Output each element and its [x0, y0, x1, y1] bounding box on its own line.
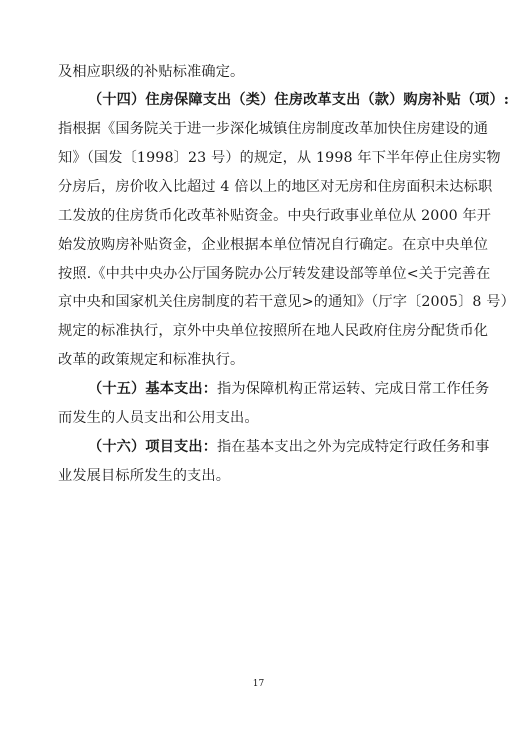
item-14-heading: （十四）住房保障支出（类）住房改革支出（款）购房补贴（项）: — [88, 92, 510, 108]
item-14-line-7: 京中央和国家机关住房制度的若干意见>的通知》（厅字〔2005〕8 号） — [58, 294, 515, 310]
item-16-first-line-text: 指在基本支出之外为完成特定行政任务和事 — [217, 439, 490, 455]
item-14-line-1: 指根据《国务院关于进一步深化城镇住房制度改革加快住房建设的通 — [58, 121, 489, 137]
item-15-first-line — [88, 379, 490, 399]
item-14-line-8: 规定的标准执行，京外中央单位按照所在地人民政府住房分配货币化 — [58, 323, 489, 339]
item-16-heading: （十六）项目支出： — [88, 439, 218, 455]
item-14-line-3: 分房后，房价收入比超过 4 倍以上的地区对无房和住房面积未达标职 — [58, 179, 493, 195]
item-15-first-line-text: 指为保障机构正常运转、完成日常工作任务 — [217, 381, 490, 397]
page-number: 17 — [252, 679, 265, 689]
item-14-line-2: 知》（国发〔1998〕23 号）的规定，从 1998 年下半年停止住房实物 — [58, 150, 501, 166]
item-14-line-6: 按照.《中共中央办公厅国务院办公厅转发建设部等单位<关于完善在 — [58, 266, 491, 282]
opening-line: 及相应职级的补贴标准确定。 — [58, 64, 245, 80]
item-16-first-line — [88, 437, 490, 457]
item-16-line-2: 业发展目标所发生的支出。 — [58, 468, 231, 484]
item-14-line-9: 改革的政策规定和标准执行。 — [58, 352, 245, 368]
item-14-line-4: 工发放的住房货币化改革补贴资金。中央行政事业单位从 2000 年开 — [58, 208, 492, 224]
item-15-heading: （十五）基本支出： — [88, 381, 218, 397]
item-15-line-2: 而发生的人员支出和公用支出。 — [58, 410, 259, 426]
item-14-line-5: 始发放购房补贴资金，企业根据本单位情况自行确定。在京中央单位 — [58, 237, 489, 253]
